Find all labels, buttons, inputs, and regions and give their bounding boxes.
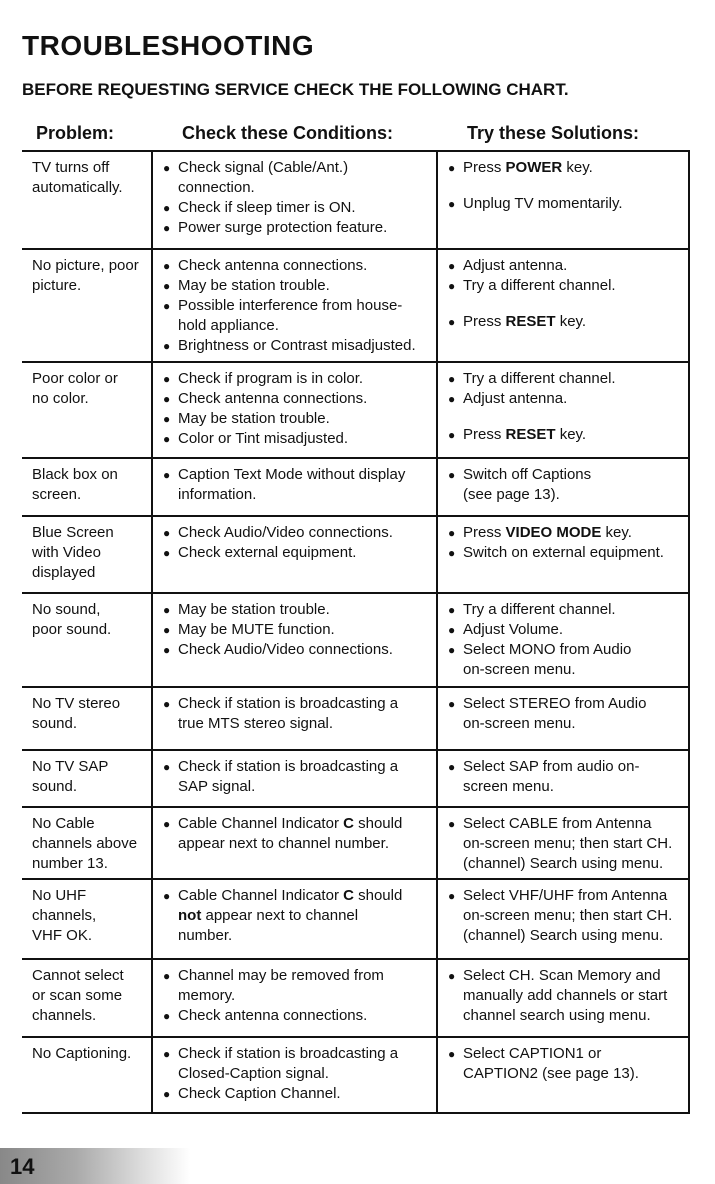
bullet-icon: ● xyxy=(448,603,456,617)
page-number: 14 xyxy=(10,1154,35,1179)
solution-text: Adjust antenna. xyxy=(463,390,568,407)
conditions-cell xyxy=(151,1038,436,1112)
solution-text: Adjust Volume. xyxy=(463,621,564,638)
problem-cell: No picture, poor picture. xyxy=(32,257,139,294)
condition-text: Check signal (Cable/Ant.) connection. xyxy=(178,159,349,196)
condition-item xyxy=(163,543,430,563)
condition-text: Brightness or Contrast misadjusted. xyxy=(178,337,416,354)
condition-text: Check Caption Channel. xyxy=(178,1085,341,1102)
bullet-icon: ● xyxy=(163,372,171,386)
bullet-icon: ● xyxy=(163,697,171,711)
condition-item xyxy=(163,1044,430,1084)
solution-item xyxy=(448,640,682,680)
condition-text: Check antenna connections. xyxy=(178,257,368,274)
solution-item xyxy=(448,620,682,640)
bullet-icon: ● xyxy=(163,817,171,831)
solutions-cell xyxy=(436,880,690,958)
condition-text: May be station trouble. xyxy=(178,277,330,294)
bullet-icon: ● xyxy=(163,221,171,235)
bullet-icon: ● xyxy=(163,279,171,293)
solutions-cell xyxy=(436,363,690,457)
condition-item xyxy=(163,640,430,660)
solutions-cell xyxy=(436,594,690,686)
bullet-icon: ● xyxy=(448,697,456,711)
condition-text: Check if sleep timer is ON. xyxy=(178,199,356,216)
bullet-icon: ● xyxy=(448,428,456,442)
solution-text: Select VHF/UHF from Antenna on-screen menu; then start CH. (channel) Search using menu. xyxy=(463,887,673,944)
condition-item xyxy=(163,198,430,218)
conditions-cell xyxy=(151,960,436,1036)
condition-text: May be station trouble. xyxy=(178,410,330,427)
bullet-icon: ● xyxy=(448,760,456,774)
bullet-icon: ● xyxy=(163,969,171,983)
solution-text: Switch off Captions (see page 13). xyxy=(463,466,592,503)
solutions-cell xyxy=(436,751,690,806)
bullet-icon: ● xyxy=(163,760,171,774)
table-row xyxy=(22,363,690,459)
conditions-cell xyxy=(151,880,436,958)
solution-text: Select STEREO from Audio on-screen menu. xyxy=(463,695,647,732)
condition-item xyxy=(163,1084,430,1104)
condition-item xyxy=(163,814,430,854)
solution-item xyxy=(448,1044,682,1084)
bullet-icon: ● xyxy=(448,315,456,329)
condition-text: Possible interference from house- hold appliance. xyxy=(178,297,403,334)
table-row xyxy=(22,1038,690,1114)
bullet-icon: ● xyxy=(448,161,456,175)
condition-item xyxy=(163,886,430,946)
condition-text: Check antenna connections. xyxy=(178,390,368,407)
conditions-cell xyxy=(151,808,436,878)
troubleshooting-table xyxy=(22,150,690,1114)
solution-item xyxy=(448,158,682,178)
table-row xyxy=(22,152,690,250)
conditions-cell xyxy=(151,459,436,515)
page-title: TROUBLESHOOTING xyxy=(22,30,315,61)
condition-text: Power surge protection feature. xyxy=(178,219,388,236)
condition-item xyxy=(163,523,430,543)
solution-item xyxy=(448,600,682,620)
bullet-icon: ● xyxy=(448,969,456,983)
solution-text: Try a different channel. xyxy=(463,277,616,294)
solution-item xyxy=(448,194,682,214)
condition-text: Check external equipment. xyxy=(178,544,357,561)
table-row xyxy=(22,751,690,808)
bullet-icon: ● xyxy=(163,643,171,657)
problem-cell: No TV stereo sound. xyxy=(32,695,121,732)
page-subtitle: BEFORE REQUESTING SERVICE CHECK THE FOLLOWING CHART. xyxy=(22,80,569,99)
header-solutions: Try these Solutions: xyxy=(467,123,640,143)
bullet-icon: ● xyxy=(448,889,456,903)
solutions-cell xyxy=(436,517,690,592)
solution-text: Press RESET key. xyxy=(463,426,587,443)
condition-item xyxy=(163,296,430,336)
solution-text: Unplug TV momentarily. xyxy=(463,195,623,212)
solution-item xyxy=(448,276,682,296)
bullet-icon: ● xyxy=(448,259,456,273)
bullet-icon: ● xyxy=(448,817,456,831)
solutions-cell xyxy=(436,250,690,361)
solution-text: Select MONO from Audio on-screen menu. xyxy=(463,641,632,678)
condition-item xyxy=(163,694,430,734)
condition-text: Check if program is in color. xyxy=(178,370,364,387)
solution-text: Select CAPTION1 or CAPTION2 (see page 13). xyxy=(463,1045,639,1082)
bullet-icon: ● xyxy=(163,526,171,540)
bullet-icon: ● xyxy=(163,392,171,406)
solution-text: Press POWER key. xyxy=(463,159,593,176)
condition-text: May be MUTE function. xyxy=(178,621,335,638)
solution-text: Select SAP from audio on- screen menu. xyxy=(463,758,640,795)
condition-text: Channel may be removed from memory. xyxy=(178,967,384,1004)
table-row xyxy=(22,960,690,1038)
conditions-cell xyxy=(151,363,436,457)
solutions-cell xyxy=(436,152,690,248)
header-problem: Problem: xyxy=(36,123,115,143)
conditions-cell xyxy=(151,594,436,686)
bullet-icon: ● xyxy=(163,468,171,482)
solution-text: Select CABLE from Antenna on-screen menu; then start CH. (channel) Search using menu. xyxy=(463,815,673,872)
solutions-cell xyxy=(436,960,690,1036)
condition-text: Check Audio/Video connections. xyxy=(178,641,393,658)
bullet-icon: ● xyxy=(448,1047,456,1061)
condition-item xyxy=(163,620,430,640)
conditions-cell xyxy=(151,751,436,806)
solution-item xyxy=(448,389,682,409)
bullet-icon: ● xyxy=(448,372,456,386)
bullet-icon: ● xyxy=(448,643,456,657)
conditions-cell xyxy=(151,517,436,592)
condition-item xyxy=(163,465,430,505)
problem-cell: No sound, poor sound. xyxy=(32,601,112,638)
bullet-icon: ● xyxy=(163,161,171,175)
condition-text: Color or Tint misadjusted. xyxy=(178,430,349,447)
bullet-icon: ● xyxy=(163,259,171,273)
condition-item xyxy=(163,1006,430,1026)
solution-item xyxy=(448,256,682,276)
problem-cell: Blue Screen with Video displayed xyxy=(32,524,114,581)
table-row xyxy=(22,808,690,880)
condition-item xyxy=(163,256,430,276)
condition-text: Caption Text Mode without display information. xyxy=(178,466,406,503)
solution-item xyxy=(448,312,682,332)
bullet-icon: ● xyxy=(448,546,456,560)
bullet-icon: ● xyxy=(163,546,171,560)
problem-cell: No Cable channels above number 13. xyxy=(32,815,138,872)
condition-text: Check if station is broadcasting a true MTS stereo signal. xyxy=(178,695,399,732)
bullet-icon: ● xyxy=(163,432,171,446)
condition-item xyxy=(163,966,430,1006)
condition-item xyxy=(163,409,430,429)
solution-text: Select CH. Scan Memory and manually add channels or start channel search using menu. xyxy=(463,967,668,1024)
bullet-icon: ● xyxy=(163,623,171,637)
solution-item xyxy=(448,814,682,874)
condition-item xyxy=(163,158,430,198)
page-number-tab xyxy=(0,1148,190,1184)
condition-item xyxy=(163,757,430,797)
bullet-icon: ● xyxy=(163,889,171,903)
solution-text: Press VIDEO MODE key. xyxy=(463,524,632,541)
solution-text: Try a different channel. xyxy=(463,370,616,387)
bullet-icon: ● xyxy=(163,1009,171,1023)
solution-item xyxy=(448,966,682,1026)
bullet-icon: ● xyxy=(448,526,456,540)
problem-cell: No TV SAP sound. xyxy=(32,758,109,795)
problem-cell: Black box on screen. xyxy=(32,466,118,503)
condition-text: Check if station is broadcasting a Closed-Caption signal. xyxy=(178,1045,399,1082)
bullet-icon: ● xyxy=(163,201,171,215)
conditions-cell xyxy=(151,250,436,361)
table-row xyxy=(22,688,690,751)
header-conditions: Check these Conditions: xyxy=(182,123,394,143)
solutions-cell xyxy=(436,459,690,515)
solution-text: Press RESET key. xyxy=(463,313,587,330)
bullet-icon: ● xyxy=(163,412,171,426)
condition-text: Check antenna connections. xyxy=(178,1007,368,1024)
table-row xyxy=(22,250,690,363)
problem-cell: Cannot select or scan some channels. xyxy=(32,967,124,1024)
bullet-icon: ● xyxy=(163,1087,171,1101)
condition-text: Cable Channel Indicator C should not appear next to channel number. xyxy=(178,887,403,944)
bullet-icon: ● xyxy=(163,603,171,617)
bullet-icon: ● xyxy=(448,623,456,637)
condition-text: Check Audio/Video connections. xyxy=(178,524,393,541)
solution-item xyxy=(448,425,682,445)
table-row xyxy=(22,880,690,960)
condition-item xyxy=(163,276,430,296)
solutions-cell xyxy=(436,1038,690,1112)
bullet-icon: ● xyxy=(163,1047,171,1061)
solution-item xyxy=(448,694,682,734)
solution-text: Adjust antenna. xyxy=(463,257,568,274)
conditions-cell xyxy=(151,688,436,749)
table-row xyxy=(22,459,690,517)
solution-item xyxy=(448,543,682,563)
solution-text: Try a different channel. xyxy=(463,601,616,618)
solution-item xyxy=(448,523,682,543)
condition-item xyxy=(163,429,430,449)
condition-text: May be station trouble. xyxy=(178,601,330,618)
solution-item xyxy=(448,369,682,389)
solution-item xyxy=(448,465,682,505)
problem-cell: No UHF channels, VHF OK. xyxy=(32,887,97,944)
condition-item xyxy=(163,336,430,356)
conditions-cell xyxy=(151,152,436,248)
problem-cell: No Captioning. xyxy=(32,1045,132,1062)
solution-item xyxy=(448,757,682,797)
table-row xyxy=(22,517,690,594)
solutions-cell xyxy=(436,808,690,878)
solution-item xyxy=(448,886,682,946)
bullet-icon: ● xyxy=(448,279,456,293)
table-row xyxy=(22,594,690,688)
solutions-cell xyxy=(436,688,690,749)
problem-cell: TV turns off automatically. xyxy=(32,159,123,196)
bullet-icon: ● xyxy=(163,299,171,313)
solution-text: Switch on external equipment. xyxy=(463,544,664,561)
condition-item xyxy=(163,369,430,389)
bullet-icon: ● xyxy=(448,468,456,482)
condition-text: Cable Channel Indicator C should appear next to channel number. xyxy=(178,815,403,852)
bullet-icon: ● xyxy=(448,392,456,406)
bullet-icon: ● xyxy=(448,197,456,211)
problem-cell: Poor color or no color. xyxy=(32,370,118,407)
condition-item xyxy=(163,389,430,409)
condition-item xyxy=(163,218,430,238)
bullet-icon: ● xyxy=(163,339,171,353)
condition-item xyxy=(163,600,430,620)
condition-text: Check if station is broadcasting a SAP signal. xyxy=(178,758,399,795)
